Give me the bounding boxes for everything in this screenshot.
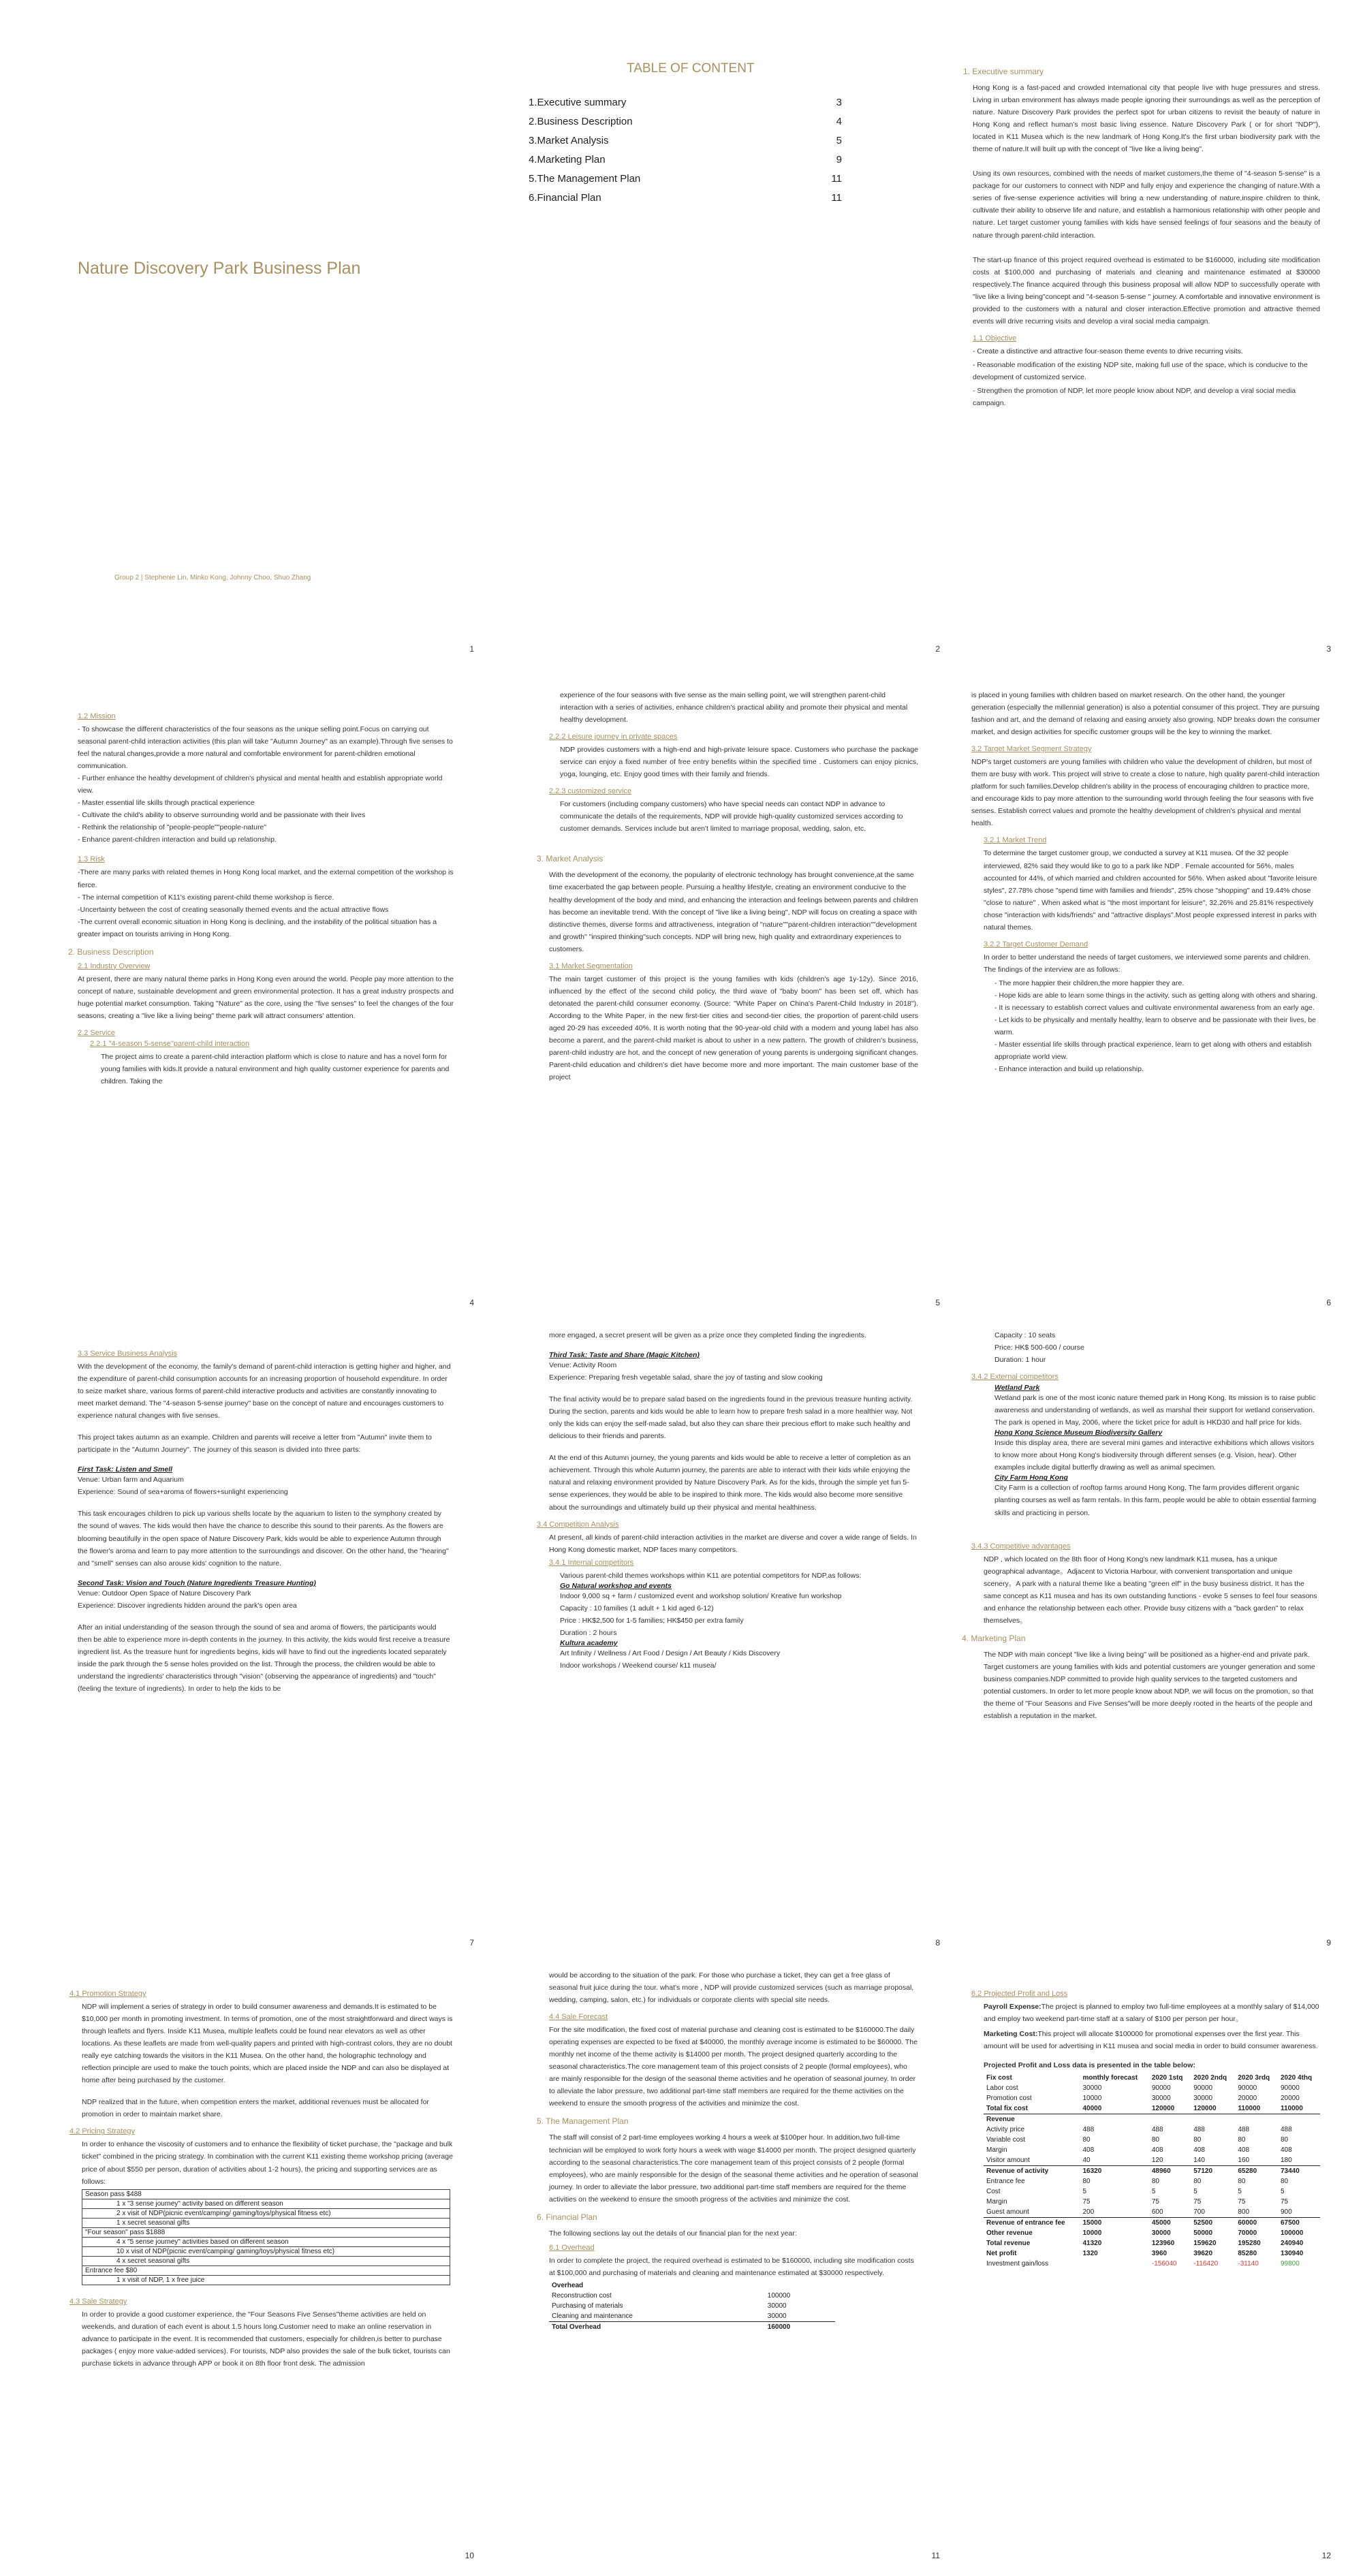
table-row: Visitor amount 40 120 140 160 180: [986, 2157, 1292, 2165]
list-item: - To showcase the different characteristics of the four seasons as the unique selling point.Focus on carrying out seasonal parent-child interaction activities (this plan will take "Autumn Journey" as an example).Through five senses to feel the natural changes,provide a more natural and comfortable environment for parent-children emotional communication.: [78, 725, 453, 771]
competitor-title: Kultura academy: [560, 1638, 618, 1647]
paragraph: With the development of the economy, the popularity of electronic technology has brought convenience,at the same time exacerbated the gap between people. Pursuing a healthy lifestyle, creating an environment conducive to the healthy development of the body and mind, and enhancing the interaction and feelings between parents and children has become an inevitable trend. With the concept of "live like a living being", NDP will focus on creating a space with distinctive themes, diverse forms and attractiveness, integration of "nature""parent-children interaction""development and growth" "inspired thinking"such concepts. NDP will bring new, high quality and extraordinary experiences to customers.: [549, 871, 918, 953]
table-row: Cleaning and maintenance 30000: [549, 2311, 835, 2322]
table-row: Variable cost 80 80 80 80 80: [986, 2136, 1289, 2144]
table-row: Activity price 488 488 488 488 488: [986, 2126, 1292, 2134]
table-row: Margin 75 75 75 75 75: [986, 2198, 1289, 2206]
page-number: 6: [1326, 1298, 1331, 1307]
page-12: [895, 1961, 1331, 2560]
subsection-heading: 3.4.3 Competitive advantages: [971, 1542, 1071, 1551]
table-row: Revenue of entrance fee 15000 45000 52500 60000 67500: [984, 2218, 1320, 2229]
page-number: 8: [935, 1938, 940, 1947]
table-section-row: Revenue: [986, 2116, 1015, 2124]
list-item: - Enhance interaction and build up relationship.: [994, 1065, 1144, 1074]
page-number: 9: [1326, 1938, 1331, 1947]
subsection-heading: 6.1 Overhead: [549, 2243, 595, 2252]
paragraph: The final activity would be to prepare salad based on the ingredients found in the previous treasure hunting activity. During the section, parents and kids would be able to learn how to prepare fresh salad in a more healthier way. Not only the kids can enjoy the self-made salad, but also they can share their precious effort to make such healthy and delicious to their friends and parents.: [549, 1395, 913, 1441]
paragraph: At present, all kinds of parent-child interaction activities in the market are diverse and cover a wide range of fields. In Hong Kong domestic market, NDP faces many competitors.: [549, 1533, 917, 1554]
table-row: Total fix cost 40000 120000 120000 110000 110000: [984, 2103, 1320, 2114]
competitor-title: Wetland Park: [994, 1384, 1040, 1393]
toc-list: [529, 97, 842, 211]
subsection-heading: 3.2.2 Target Customer Demand: [984, 940, 1088, 949]
table-row: Other revenue 10000 30000 50000 70000 100000: [986, 2229, 1304, 2238]
pricing-row: 1 x visit of NDP, 1 x free juice: [82, 2275, 450, 2285]
pricing-row: "Four season" pass $1888: [82, 2227, 450, 2237]
toc-item[interactable]: 3.Market Analysis 5: [529, 135, 842, 146]
task-title: Second Task: Vision and Touch (Nature Ingredients Treasure Hunting): [78, 1578, 316, 1587]
table-row: Revenue of activity 16320 48960 57120 65280 73440: [984, 2166, 1320, 2177]
competitor-title: Go Natural workshop and events: [560, 1581, 672, 1590]
paragraph: Various parent-child themes workshops within K11 are potential competitors for NDP,as follows:: [560, 1571, 862, 1580]
page-11: [518, 1961, 940, 2560]
page-number: 5: [935, 1298, 940, 1307]
list-item: - Enhance parent-children interaction and build up relationship.: [78, 836, 277, 844]
pricing-row: Season pass $488: [82, 2189, 450, 2199]
page-9: [895, 1321, 1331, 1947]
investment-value: -31140: [1238, 2260, 1259, 2268]
paragraph: NDP will implement a series of strategy in order to build consumer awareness and demands.It is estimated to be $10,000 per month in promoting investment. In terms of promotion, one of the most straightforward and direct ways is through leaflets and flyers. Inside K11 Musea, multiple leaflets could be found near elevators as well as other locations. As these leaflets are made from well-quality papers and printed with high-contrast colors, they are no doubt really eye catching towards the visitors in the K11 Musea. On the other hand, the holographic technology and reflection principle are used to make the touch points, which are placed inside the NDP and can also be displayed at home after being purchased by the customer.: [82, 2003, 453, 2085]
task-experience: Experience: Discover ingredients hidden around the park's open area: [78, 1601, 297, 1610]
subsection-heading: 2.2 Service: [78, 1028, 116, 1037]
toc-item[interactable]: 4.Marketing Plan 9: [529, 154, 842, 165]
list-item: - Strengthen the promotion of NDP, let more people know about NDP, and develop a viral social media campaign.: [973, 386, 1296, 408]
toc-item[interactable]: 6.Financial Plan 11: [529, 192, 842, 204]
competitor-title: City Farm Hong Kong: [994, 1474, 1068, 1482]
toc-item[interactable]: 5.The Management Plan 11: [529, 173, 842, 185]
page-2: [518, 27, 940, 654]
paragraph: With the development of the economy, the family's demand of parent-child interaction is getting higher and higher, and the expenditure of parent-child consumption accounts for an increasing proportion of household expenditure. In order to seize market share, various forms of parent-child interactive products and activities are constantly innovating to meet market demand. The "4-season 5-sense journey" base on the concept of nature and encourages customers to experience natural changes with five senses.: [78, 1363, 451, 1420]
section-heading: 4. Marketing Plan: [962, 1633, 1026, 1643]
investment-value: 99800: [1280, 2260, 1300, 2268]
list-item: - Create a distinctive and attractive four-season theme events to drive recurring visits.: [973, 347, 1243, 355]
paragraph: City Farm is a collection of rooftop farms around Hong Kong. The farm provides different organic planting courses as well as farm rentals. In this farm, people would be able to obtain essential farming skills and practicing in person.: [994, 1484, 1317, 1517]
investment-value: -116420: [1193, 2260, 1219, 2268]
table-row: Labor cost 30000 90000 90000 90000 90000: [986, 2084, 1300, 2093]
subsection-heading: 3.4 Competition Analysis: [537, 1520, 619, 1529]
paragraph: At present, there are many natural theme parks in Hong Kong even around the world. People pay more attention to the concept of nature, sustainable development and green environmental protection. It has a great industry prospects and huge potential market consumption. Taking "Nature" as the core, using the "five senses" to feel the changes of the four seasons, creating a "live like a living being" theme park will attract consumers' attention.: [78, 974, 454, 1020]
paragraph: For the site modification, the fixed cost of material purchase and cleaning cost is estimated to be $160000.The daily operating expenses are expected to be fixed at $40000, the monthly average income is estimated to be $60000. The monthly net income of the theme activity is $14000 per month. The project designed quarterly according to the seasonal characteristics.The core management team of this project consists of 2 people (formal employees), who are mainly responsible for the design of the seasonal theme activities and he operation of seasonal journey. In order to alleviate the labor pressure, two additional part-time staff members are required for the theme activities on the weekend to ensure the smooth progress of the activities and minimize the cost.: [549, 2026, 918, 2108]
paragraph: The start-up finance of this project required overhead is estimated to be $160000, including site modification costs at $100,000 and purchasing of materials and cleaning and maintenance estimated at $30000 respectively.The finance acquired through this business proposal will allow NDP to successfully operate with "live like a living being"concept and "4-season 5-sense " journey. A comfortable and innovative environment is provided to the customers with a natural and closer interaction.Effective promotion and attractive themed events will drive recurring visits and develop a viral social media campaign.: [973, 255, 1320, 325]
table-row: Entrance fee 80 80 80 80 80: [986, 2178, 1289, 2186]
paragraph: NDP realized that in the future, when competition enters the market, additional revenues must be allocated for promotion in order to maintain market share.: [82, 2098, 429, 2119]
list-item: - Rethink the relationship of "people-people""people-nature": [78, 823, 267, 832]
page-number: 7: [469, 1938, 474, 1947]
section-heading: 5. The Management Plan: [537, 2116, 629, 2127]
pricing-row: Entrance fee $80: [82, 2265, 450, 2275]
page-number: 11: [931, 2551, 940, 2560]
paragraph: NDP , which located on the 8th floor of Hong Kong's new landmark K11 musea, has a unique geographical advantage。Adjacent to Victoria Harbour, with convenient transportation and unique scenery。A park with a natural theme like a beating "green elf" in the busy business district. It has the same concept as K11 musea and has its own outstanding functions - evoke 5 senses to feel four seasons and enhance the relationship between each other. Provide busy citizens with a "back garden" to relax themselves。: [984, 1555, 1317, 1625]
subsection-heading: 3.2.1 Market Trend: [984, 836, 1047, 845]
paragraph: Inside this display area, there are several mini games and interactive exhibitions which allows visitors to know more about Hong Kong's biodiversity through different senses (e.g. Vision, hear). Other examples include digital butterfly drawing as well as animal specimen.: [994, 1439, 1315, 1472]
paragraph: Wetland park is one of the most iconic nature themed park in Hong Kong. Its mission is to raise public awareness and understanding of wetlands, as well as marshal their support for wetland conservation. The park is opened in May, 2006, where the ticket price for adult is HKD30 and half price for kids.: [994, 1394, 1316, 1427]
investment-value: -156040: [1151, 2260, 1177, 2268]
paragraph: This project takes autumn as an example. Children and parents will receive a letter from "Autumn" invite them to participate in the "Autumn Journey". The journey of this season is divided into three parts:: [78, 1433, 432, 1454]
paragraph: This task encourages children to pick up various shells locate by the aquarium to listen to the symphony created by the sound of waves. The kids would then have the chance to describe this sound to their parents. As the flowers are blooming beautifully in the open space of Nature Discovery Park, kids would be able to experience Autumn through the flower's aroma and learn to pay more attention to the surroundings and discover. On the other hand, the "hearing" and "smell" senses can also arouse kids' cognition to the nature.: [78, 1510, 449, 1568]
overhead-table: [549, 2280, 835, 2332]
page-number: 10: [465, 2551, 474, 2560]
table-title: Overhead: [552, 2281, 584, 2289]
page-10: [52, 1961, 474, 2560]
list-item: - Cultivate the child's ability to observe surrounding world and be passionate with their lives: [78, 811, 366, 820]
subsection-heading: 4.1 Promotion Strategy: [69, 1990, 146, 1998]
list-item: - Reasonable modification of the existing NDP site, making full use of the space, which is conducive to the development of customized service.: [973, 360, 1308, 381]
task-title: Third Task: Taste and Share (Magic Kitchen): [549, 1351, 700, 1360]
list-item: - The more happier their children,the more happier they are.: [994, 979, 1185, 987]
subsection-heading: 6.2 Projected Profit and Loss: [971, 1990, 1068, 1998]
detail-line: Capacity : 10 families (1 adult + 1 kid aged 6-12): [560, 1604, 714, 1612]
page-7: [52, 1321, 474, 1947]
table-row: Net profit 1320 3960 39620 85280 130940: [986, 2250, 1304, 2258]
toc-heading: TABLE OF CONTENT: [627, 61, 755, 76]
task-venue: Venue: Urban farm and Aquarium: [78, 1476, 184, 1484]
table-row: Total revenue 41320 123960 159620 195280 240940: [986, 2240, 1304, 2248]
detail-line: Price: HK$ 500-600 / course: [994, 1343, 1084, 1352]
toc-item[interactable]: 1.Executive summary 3: [529, 97, 842, 108]
paragraph: The following sections lay out the details of our financial plan for the next year:: [549, 2229, 797, 2238]
page-3: [895, 27, 1331, 654]
cover-title: Nature Discovery Park Business Plan: [78, 259, 361, 278]
list-item: - Hope kids are able to learn some things in the activity, such as getting along with others and sharing.: [994, 991, 1317, 1000]
subsection-heading: 1.3 Risk: [78, 855, 105, 864]
paragraph: The NDP with main concept "live like a living being" will be positioned as a higher-end and private park. Target customers are young families with kids and potential customers are younger generation and some business companies.NDP committed to provide high quality services to the targeted customers and potential customers. In order to let more people know about NDP, we will focus on the promotion, so that the theme of "Four Seasons and Five Senses"will be more deeply rooted in the hearts of the people and establish a reputation in the market.: [984, 1650, 1315, 1721]
table-row: Margin 408 408 408 408 408: [986, 2146, 1292, 2154]
pricing-row: 2 x visit of NDP(picnic event/camping/ gaming/toys/physical fitness etc): [82, 2208, 450, 2218]
paragraph: Using its own resources, combined with the needs of market customers,the theme of "4-season 5-sense" is a package for our customers to connect with NDP and fully enjoy and experience the changing of nature.With a series of five-sense experience activities will bring a new understanding of nature,inspire children to think, cultivate their ability to observe life and nature, and establish a harmonious relationship with other people and nature. Let target customer young families with kids have sensed feelings of four seasons and the beauty of nature through parent-child interaction.: [973, 170, 1320, 240]
task-experience: Experience: Sound of sea+aroma of flowers+sunlight experiencing: [78, 1488, 288, 1497]
section-heading: 2. Business Description: [68, 947, 154, 957]
subsection-heading: 3.4.2 External competitors: [971, 1373, 1059, 1382]
detail-line: Duration: 1 hour: [994, 1356, 1046, 1365]
paragraph: In order to provide a good customer experience, the "Four Seasons Five Senses"theme activities are held on weekends, and duration of each event is about 1.5 hours long.Customer need to make an online reservation in advance to participate in the event. It is recommended that customers, especially for children,is better to purchase packages ( enjoy more value-added services). For tourists, NDP also provides the sale of the bulk ticket, tourists can purchase tickets in advance through APP or book it on 8th floor front desk. The admission: [82, 2310, 450, 2368]
paragraph: In order to enhance the viscosity of customers and to enhance the flexibility of ticket purchase, the "package and bulk ticket" combined in the pricing strategy. In combination with the current K11 existing theme workshop pricing (average price of about $550 per person, duration of activities about 1-2 hours), the pricing and supporting services are as follows:: [82, 2140, 453, 2186]
toc-item[interactable]: 2.Business Description 4: [529, 116, 842, 127]
pricing-row: 1 x "3 sense journey" activity based on different season: [82, 2199, 450, 2208]
subsection-heading: 2.1 Industry Overview: [78, 961, 151, 970]
list-item: - Master essential life skills through practical experience, learn to get along with others and establish appropriate world view.: [994, 1040, 1312, 1062]
paragraph: The project aims to create a parent-child interaction platform which is close to nature and has a novel form for young families with kids.It provide a natural environment and high quality customer experience for parents and children. Taking the: [101, 1052, 450, 1086]
section-heading: 6. Financial Plan: [537, 2212, 597, 2222]
subsection-heading: 1.1 Objective: [973, 334, 1017, 343]
subsection-heading: 2.2.2 Leisure journey in private spaces: [549, 733, 678, 742]
paragraph: Marketing Cost:This project will allocate $100000 for promotional expenses over the first year. This amount will be used for advertising in K11 musea and social media in order to build consumer awareness.: [984, 2030, 1318, 2051]
page-number: 2: [935, 644, 940, 654]
paragraph: Hong Kong is a fast-paced and crowded international city that people live with huge pressures and stress. Living in urban environment has always made people ignoring their surroundings as well as the perception of nature. Nature Discovery Park provides the perfect spot for urban citizens to revisit the beauty of nature in Hong Kong and reflect human's most basic living essence. Nature Discovery Park ( or for short "NDP"), located in K11 Musea which is the new landmark of Hong Kong.It's the first urban biodiversity park with the theme of nature.It will built up with the concept of "live like a living being".: [973, 84, 1320, 154]
competitor-title: Hong Kong Science Museum Biodiversity Gallery: [994, 1429, 1163, 1437]
subsection-heading: 2.2.3 customized service: [549, 787, 632, 796]
list-item: -Uncertainty between the cost of creating seasonally themed events and the actual attractive flows: [78, 905, 389, 914]
section-heading: 1. Executive summary: [963, 67, 1044, 76]
pricing-row: 4 x "5 sense journey" activities based on different season: [82, 2237, 450, 2246]
profit-loss-table: [984, 2073, 1320, 2269]
task-venue: Venue: Activity Room: [549, 1361, 617, 1370]
table-row: Cost 5 5 5 5 5: [986, 2188, 1285, 2196]
paragraph: The staff will consist of 2 part-time employees working 4 hours a week at $100per hour. In addition,two full-time technician will be employed to work forty hours a week with wage $14000 per month. The project designed quarterly according to the seasonal characteristics.The core management team of this project consists of 2 people (formal employees), who are mainly responsible for the design of the seasonal theme activities and he operation of seasonal journey. In order to alleviate the labor pressure, two additional part-time staff members are required for the theme activities on the weekend to ensure the smooth progress of the activities and minimize the cost.: [549, 2133, 918, 2204]
subsection-heading: 3.4.1 Internal competitors: [549, 1558, 634, 1567]
pricing-row: 1 x secret seasonal gifts: [82, 2218, 450, 2227]
paragraph: The main target customer of this project is the young families with kids (children's age 1y-12y). Since 2016, influenced by the effect of the second child policy, the third wave of "baby boom" has been set off, which has detonated the parent-child consumer economy. (Source: "White Paper on China's Parent-Child Industry in 2018"). According to the White Paper, in the new first-tier cities and second-tier cities, the proportion of parent-child users aged 20-29 has exceeded 40%. It is worth noting that the 90-year-old child with a modern and young label has also become a parent, and the parent-child market is about to usher in a new pattern. The growth of children's business, parent-child industry are hot, and the concept of new generation of young parents is undergoing significant changes. Parent-child education and children's diet have become more and more important. The main customer base of the project: [549, 974, 918, 1082]
list-item: - Let kids to be physically and mentally healthy, learn to observe and be passionate with their lives, be warm.: [994, 1016, 1316, 1037]
paragraph: more engaged, a secret present will be given as a prize once they completed finding the ingredients.: [549, 1331, 866, 1339]
subsection-heading: 3.3 Service Business Analysis: [78, 1350, 178, 1358]
page-8: [518, 1321, 940, 1947]
page-number: 12: [1321, 2551, 1331, 2560]
paragraph: is placed in young families with children based on market research. On the other hand, the younger generation (especially the millennial generation) is also a potential consumer of this project. They are pursuing fashion and art, and the demand of relaxing and easing anxiety also growing. NDP breaks down the consumer market, and design activities for specific customer groups will be the key to winning the market.: [971, 691, 1320, 737]
paragraph: NDP provides customers with a high-end and high-private leisure space. Customers who purchase the package service can enjoy a fixed number of free entry benefits within the specified time . Customers can enjoy picnics, yoga, lounging, etc. Enjoy good times with their family and friends.: [560, 746, 918, 779]
paragraph: NDP's target customers are young families with children who value the development of children, but most of them are busy with work. This project will strive to create a close to nature, high quality parent-child interaction platform for such families.Develop children's ability in the process of encouraging children to practice more, and encourage kids to pay more attention to the surrounding world through feeling the four seasons with five senses. Establish correct values and promote the healthy development of children's physical and mental health.: [971, 758, 1320, 828]
cover-authors: Group 2 | Stephenie Lin, Minko Kong, Johnny Choo, Shuo Zhang: [114, 574, 311, 582]
paragraph: Payroll Expense:The project is planned to employ two full-time employees at a monthly salary of $14,000 and employ two weekend part-time staff at a salary of $100 per person per hour。: [984, 2003, 1319, 2024]
table-total-row: Total Overhead 160000: [552, 2323, 791, 2331]
detail-line: Art Infinity / Wellness / Art Food / Design / Art Beauty / Kids Discovery: [560, 1649, 781, 1657]
list-item: - Master essential life skills through practical experience: [78, 799, 255, 808]
pricing-table: [82, 2189, 450, 2285]
table-row: Promotion cost 10000 30000 30000 20000 20000: [986, 2095, 1300, 2103]
list-item: - The internal competition of K11's existing parent-child theme workshop is fierce.: [78, 893, 334, 902]
table-row: Reconstruction cost 100000: [552, 2291, 791, 2300]
list-item: -There are many parks with related themes in Hong Kong local market, and the external competition of the workshop is fierce.: [78, 868, 454, 889]
page-4: [52, 681, 474, 1307]
detail-line: Indoor workshops / Weekend course/ k11 musea/: [560, 1661, 717, 1670]
page-1: [52, 27, 474, 654]
page-number: 4: [469, 1298, 474, 1307]
subsection-heading: 3.2 Target Market Segment Strategy: [971, 745, 1092, 754]
paragraph: In order to complete the project, the required overhead is estimated to be $160000, including site modification costs at $100,000 and purchasing of materials and cleaning and maintenance estimated at $30000 respectively.: [549, 2256, 914, 2277]
pricing-row: 4 x secret seasonal gifts: [82, 2256, 450, 2265]
paragraph: After an initial understanding of the season through the sound of sea and aroma of flowers, the participants would then be able to experience more in-depth contents in the journey. In this activity, the kids would first receive a treasure ingredient list. As the treasure hunt for ingredients begins, kids will have to find out the ingredients located separately inside the park through the 5 sense holes provided on the list. Through the process, the children would be able to understand the ingredients' characteristics through "vision" (observing the appearance of ingredients) and "touch" (feeling the texture of ingredients). In order to help the kids to be: [78, 1623, 450, 1693]
detail-line: Duration : 2 hours: [560, 1628, 617, 1637]
page-6: [895, 681, 1331, 1307]
task-title: First Task: Listen and Smell: [78, 1465, 173, 1474]
paragraph: At the end of this Autumn journey, the young parents and kids would be able to receive a letter of completion as an achievement. Through this whole Autumn journey, the parents are able to interact with their kids while enjoying the natural and relaxing environment provided by Nature Discovery Park. As for the kids, through the simple yet fun 5-sense experiences, they would be able to be inspired to think more. The kids would also become more sensitive about the surroundings and ultimately build up their physical and mental healthiness.: [549, 1454, 911, 1512]
list-item: - Further enhance the healthy development of children's physical and mental health and establish appropriate world view.: [78, 774, 443, 795]
pricing-row: 10 x visit of NDP(picnic event/camping/ gaming/toys/physical fitness etc): [82, 2246, 450, 2256]
detail-line: Capacity : 10 seats: [994, 1331, 1056, 1339]
subsection-heading: 2.2.1 "4-season 5-sense"parent-child interaction: [90, 1039, 250, 1048]
paragraph: would be according to the situation of the park. For those who purchase a ticket, they can get a free glass of seasonal fruit juice during the tour. what's more , NDP will provide customized services (such as marriage proposal, wedding, camping, salon, etc.) for individuals or corporate clients with special site needs.: [549, 1971, 914, 2005]
table-header-row: Fix cost monthly forecast 2020 1stq 2020 2ndq 2020 3rdq 2020 4thq: [986, 2074, 1313, 2082]
table-row: Guest amount 200 600 700 800 900: [986, 2208, 1292, 2216]
task-venue: Venue: Outdoor Open Space of Nature Discovery Park: [78, 1589, 251, 1597]
list-item: -The current overall economic situation in Hong Kong is declining, and the instability of the political situation has a greater impact on tourists arriving in Hong Kong.: [78, 917, 437, 938]
subsection-heading: 4.4 Sale Forecast: [549, 2013, 608, 2022]
paragraph: experience of the four seasons with five sense as the main selling point, we will strengthen parent-child interaction with a series of activities, enhance children's practical ability and promote their physical and mental healthy development.: [560, 691, 908, 725]
page-number: 1: [469, 644, 474, 654]
page-number: 3: [1326, 644, 1331, 654]
page-5: [518, 681, 940, 1307]
detail-line: Indoor 9,000 sq + farm / customized event and workshop solution/ Kreative fun workshop: [560, 1591, 842, 1600]
list-item: - It is necessary to establish correct values and cultivate environmental awareness from an early age.: [994, 1003, 1315, 1012]
subsection-heading: 4.2 Pricing Strategy: [69, 2127, 135, 2136]
table-row: Purchasing of materials 30000: [552, 2302, 787, 2310]
investment-row: Investment gain/loss -156040 -116420 -31140 99800: [984, 2259, 1320, 2269]
paragraph: For customers (including company customers) who have special needs can contact NDP in advance to communicate the details of the requirements, NDP will provide high-quality customized services according to customer demands. Services include but aren't limited to marriage proposal, wedding, salon, etc.: [560, 800, 903, 833]
paragraph: In order to better understand the needs of target customers, we interviewed some parents and children. The findings of the interview are as follows:: [984, 953, 1311, 974]
section-heading: 3. Market Analysis: [537, 854, 604, 864]
table-intro: Projected Profit and Loss data is presented in the table below:: [984, 2061, 1195, 2070]
paragraph: To determine the target customer group, we conducted a survey at K11 musea. Of the 32 people interviewed, 82% said they would like to go to a park like NDP . Female accounted for 56%, males accounted for 44%, of which married and children accounted for 56%. When asked about "favorite leisure styles", 27.78% chose "spend time with families and friends", 25% chose "shopping" and 19.44% chose "close to nature" . When asked what is "the most important for leisure", 32.26% and 25.81% respectively chose "interaction with kids/friends" and "attractive displays".Most people expressed interest in parks with natural themes.: [984, 849, 1317, 932]
task-experience: Experience: Preparing fresh vegetable salad, share the joy of tasting and slow cooking: [549, 1373, 823, 1382]
detail-line: Price : HK$2,500 for 1-5 families; HK$450 per extra family: [560, 1616, 744, 1625]
subsection-heading: 1.2 Mission: [78, 712, 116, 720]
subsection-heading: 3.1 Market Segmentation: [549, 961, 633, 970]
subsection-heading: 4.3 Sale Strategy: [69, 2297, 127, 2306]
